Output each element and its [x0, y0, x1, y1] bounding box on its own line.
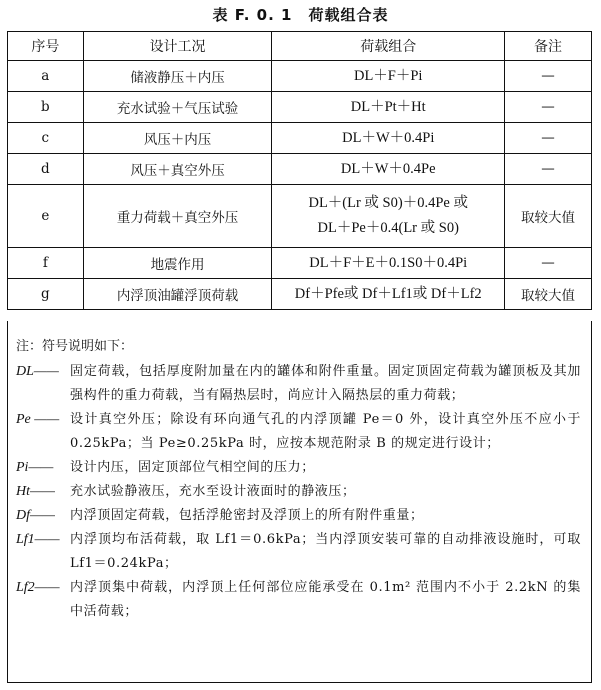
- note-item: [16, 480, 581, 504]
- note-symbol: Ht——: [16, 484, 55, 499]
- row-case: 风压＋真空外压: [83, 154, 272, 185]
- note-item: [16, 504, 581, 528]
- row-case: 重力荷载＋真空外压: [83, 185, 272, 248]
- note-text: 充水试验静液压，充水至设计液面时的静液压；: [70, 484, 356, 499]
- note-symbol: Lf2——: [16, 580, 60, 595]
- row-remark: 取较大值: [504, 185, 591, 248]
- row-combo: DL＋Pt＋Ht: [272, 92, 505, 123]
- row-case: 充水试验＋气压试验: [83, 92, 272, 123]
- row-remark: —: [504, 92, 591, 123]
- note-symbol: Pi——: [16, 460, 54, 475]
- note-text: 设计内压，固定顶部位气相空间的压力；: [70, 460, 315, 475]
- header-remark: 备注: [504, 32, 591, 61]
- note-item: [16, 576, 581, 624]
- load-combination-table: [7, 31, 592, 310]
- row-remark: —: [504, 154, 591, 185]
- table-row: [8, 123, 592, 154]
- note-symbol: Lf1——: [16, 532, 60, 547]
- row-no: e: [8, 185, 84, 248]
- row-remark: 取较大值: [504, 279, 591, 310]
- row-case: 地震作用: [83, 248, 272, 279]
- row-case: 内浮顶油罐浮顶荷载: [83, 279, 272, 310]
- header-combo: 荷载组合: [272, 32, 505, 61]
- table-row: [8, 61, 592, 92]
- note-text: 内浮顶固定荷载，包括浮舱密封及浮顶上的所有附件重量；: [70, 508, 424, 523]
- table-row: [8, 279, 592, 310]
- row-no: b: [8, 92, 84, 123]
- note-item: [16, 528, 581, 576]
- table-row: [8, 92, 592, 123]
- row-combo: DL＋F＋Pi: [272, 61, 505, 92]
- note-symbol: Pe ——: [16, 412, 60, 427]
- note-item: [16, 408, 581, 456]
- table-title: 表 F. 0. 1 荷载组合表: [212, 6, 389, 24]
- row-combo: Df＋Pfe或 Df＋Lf1或 Df＋Lf2: [272, 279, 505, 310]
- table-header-row: [8, 32, 592, 61]
- table-row: [8, 185, 592, 248]
- header-no: 序号: [8, 32, 84, 61]
- row-combo: DL＋W＋0.4Pi: [272, 123, 505, 154]
- row-no: d: [8, 154, 84, 185]
- row-combo: DL＋F＋E＋0.1S0＋0.4Pi: [272, 248, 505, 279]
- table-row: [8, 248, 592, 279]
- row-case: 储液静压＋内压: [83, 61, 272, 92]
- row-no: c: [8, 123, 84, 154]
- note-text: 内浮顶集中荷载，内浮顶上任何部位应能承受在 0.1m² 范围内不小于 2.2kN 的集中活荷载；: [70, 580, 581, 619]
- table-row: [8, 154, 592, 185]
- note-text: 固定荷载，包括厚度附加量在内的罐体和附件重量。固定顶固定荷载为罐顶板及其加强构件的重力荷载，当有隔热层时，尚应计入隔热层的重力荷载；: [70, 364, 581, 403]
- notes-heading: 注：符号说明如下：: [16, 339, 134, 354]
- row-remark: —: [504, 248, 591, 279]
- row-no: f: [8, 248, 84, 279]
- note-item: [16, 360, 581, 408]
- note-item: [16, 456, 581, 480]
- row-combo: [272, 185, 505, 248]
- row-case: 风压＋内压: [83, 123, 272, 154]
- note-text: 设计真空外压；除设有环向通气孔的内浮顶罐 Pe＝0 外，设计真空外压不应小于 0.25kPa；当 Pe≥0.25kPa 时，应按本规范附录 B 的规定进行设计；: [70, 412, 581, 451]
- note-symbol: Df——: [16, 508, 55, 523]
- header-case: 设计工况: [83, 32, 272, 61]
- combo-line: DL＋Pe＋0.4(Lr 或 S0): [317, 220, 459, 236]
- row-no: a: [8, 61, 84, 92]
- row-remark: —: [504, 61, 591, 92]
- note-symbol: DL——: [16, 364, 59, 379]
- row-combo: DL＋W＋0.4Pe: [272, 154, 505, 185]
- row-remark: —: [504, 123, 591, 154]
- combo-line: DL＋(Lr 或 S0)＋0.4Pe 或: [308, 195, 468, 211]
- note-text: 内浮顶均布活荷载，取 Lf1＝0.6kPa；当内浮顶安装可靠的自动排液设施时，可取 Lf1＝0.24kPa；: [70, 532, 581, 571]
- row-no: g: [8, 279, 84, 310]
- notes-box: [7, 321, 592, 683]
